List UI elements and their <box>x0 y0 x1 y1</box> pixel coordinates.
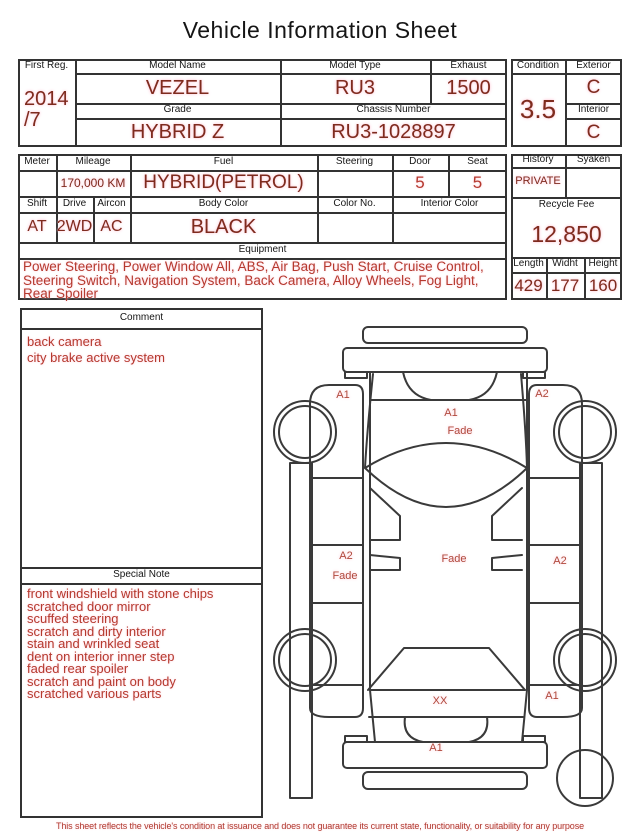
equipment-value: Power Steering, Power Window All, ABS, Air Bag, Push Start, Cruise Control, Steering Switch, Navigation System, Back Camera, Alloy Wheels, Fog Light, Rear Spoiler <box>23 259 484 301</box>
color-no-label: Color No. <box>333 197 376 209</box>
shift-value: AT <box>27 217 47 235</box>
special-note-title: Special Note <box>113 568 170 580</box>
damage-mark: XX <box>432 695 448 707</box>
equipment-label: Equipment <box>238 243 287 255</box>
grade-label: Grade <box>163 104 192 116</box>
special-note-line: stain and wrinkled seat <box>27 636 160 651</box>
chassis-number-label: Chassis Number <box>356 104 431 116</box>
drive-value: 2WD <box>56 217 93 235</box>
aircon-value: AC <box>100 217 123 235</box>
page-title: Vehicle Information Sheet <box>182 17 458 43</box>
model-name-label: Model Name <box>149 59 206 71</box>
interior-color-value <box>392 212 507 242</box>
special-note-line: scuffed steering <box>27 611 119 626</box>
exterior-label: Exterior <box>576 59 611 71</box>
width-value: 177 <box>550 275 580 295</box>
recycle-fee-value: 12,850 <box>531 220 602 247</box>
height-value: 160 <box>588 275 618 295</box>
seat-label: Seat <box>467 155 488 167</box>
damage-mark: A1 <box>336 389 350 401</box>
damage-mark: Fade <box>447 425 473 437</box>
model-type-value: RU3 <box>334 76 375 99</box>
interior-color-label: Interior Color <box>420 197 479 209</box>
damage-mark: Fade <box>441 553 467 565</box>
length-label: Length <box>513 258 544 270</box>
interior-label: Interior <box>577 104 610 116</box>
body-color-value: BLACK <box>190 215 257 238</box>
comment-title: Comment <box>119 311 164 323</box>
damage-mark: Fade <box>332 570 358 582</box>
steering-label: Steering <box>335 155 374 167</box>
syaken-label: Syaken <box>576 154 611 166</box>
first-reg-year: 2014 <box>24 88 69 110</box>
recycle-fee-label: Recycle Fee <box>538 199 595 211</box>
comment-line: back camera <box>27 334 102 349</box>
notes-box <box>20 308 263 818</box>
divider <box>20 583 263 585</box>
special-note-list <box>27 588 259 701</box>
height-label: Height <box>588 258 618 270</box>
history-value: PRIVATE <box>515 175 561 188</box>
width-label: Widht <box>552 258 578 270</box>
model-name-value: VEZEL <box>145 76 210 99</box>
damage-mark: A2 <box>553 555 567 567</box>
special-note-line: scratched various parts <box>27 686 162 701</box>
drive-label: Drive <box>62 197 87 209</box>
damage-mark: A2 <box>339 550 353 562</box>
exhaust-value: 1500 <box>446 76 491 99</box>
condition-value: 3.5 <box>519 94 557 125</box>
condition-label: Condition <box>516 59 560 71</box>
special-note-line: scratched door mirror <box>27 598 151 614</box>
aircon-label: Aircon <box>97 197 126 209</box>
mileage-value: 170,000 KM <box>60 175 126 190</box>
meter-label: Meter <box>24 155 50 167</box>
fuel-value: HYBRID(PETROL) <box>143 172 304 194</box>
shift-label: Shift <box>26 197 47 209</box>
seat-value: 5 <box>472 173 483 193</box>
damage-mark: A1 <box>444 407 458 419</box>
body-color-label: Body Color <box>198 197 249 209</box>
grade-value: HYBRID Z <box>130 121 225 143</box>
comment-line: city brake active system <box>27 349 165 365</box>
first-reg-month: /7 <box>24 109 41 131</box>
length-value: 429 <box>514 275 543 295</box>
first-reg-label: First Reg. <box>24 59 69 71</box>
meter-value <box>18 170 56 196</box>
door-label: Door <box>409 155 431 167</box>
fuel-label: Fuel <box>213 155 234 167</box>
divider <box>20 328 263 330</box>
exterior-value: C <box>586 77 601 99</box>
interior-value: C <box>586 121 601 143</box>
model-type-label: Model Type <box>329 59 381 71</box>
special-note-line: scratch and paint on body <box>27 673 176 689</box>
damage-mark: A1 <box>429 742 443 754</box>
syaken-value <box>565 167 622 197</box>
chassis-number-value: RU3-1028897 <box>331 121 456 143</box>
special-note-line: front windshield with stone chips <box>27 586 214 601</box>
damage-mark: A2 <box>535 388 549 400</box>
first-reg-value <box>20 73 75 147</box>
comment-list <box>27 334 257 365</box>
history-label: History <box>522 154 554 166</box>
steering-value <box>317 170 392 196</box>
damage-mark: A1 <box>545 690 559 702</box>
mileage-label: Mileage <box>75 155 111 167</box>
special-note-line: scratch and dirty interior <box>27 623 166 639</box>
special-note-line: faded rear spoiler <box>27 661 129 676</box>
special-note-line: dent on interior inner step <box>27 648 175 664</box>
footer-disclaimer: This sheet reflects the vehicle's condition at issuance and does not guarantee its current state, functionality, or suitability for any purpose <box>55 821 585 831</box>
color-no-value <box>317 212 392 242</box>
car-condition-diagram <box>265 312 637 812</box>
door-value: 5 <box>415 173 425 193</box>
exhaust-label: Exhaust <box>450 59 487 71</box>
